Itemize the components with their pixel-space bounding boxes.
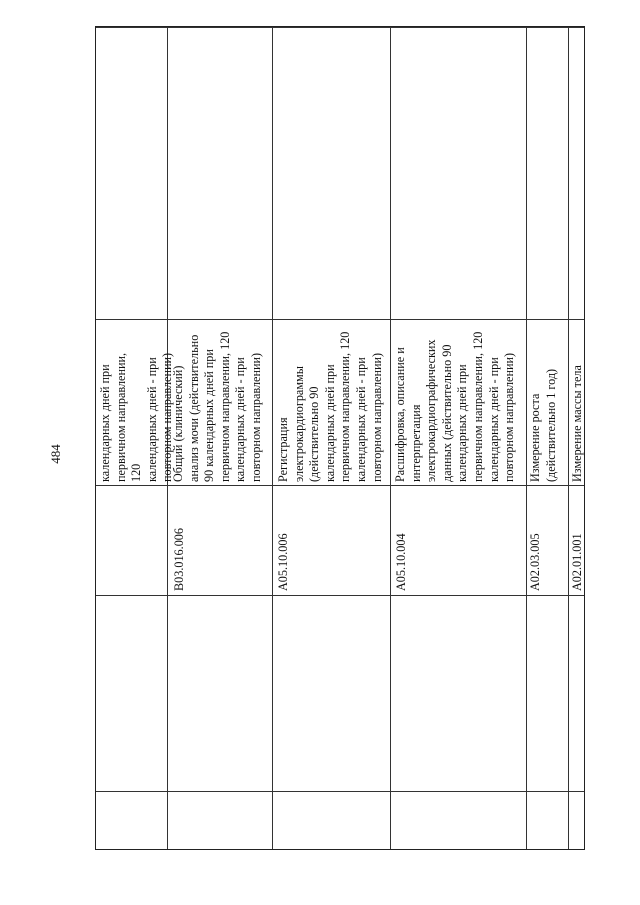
page-number: 484	[48, 444, 63, 464]
column-divider	[96, 319, 584, 320]
column-divider	[96, 27, 584, 28]
service-cell: Измерение массы тела	[570, 365, 584, 482]
column-divider	[96, 595, 584, 596]
code-cell: A05.10.004	[394, 533, 408, 591]
rotated-table	[95, 26, 585, 850]
row-divider	[568, 27, 569, 849]
column-divider	[96, 791, 584, 792]
column-divider	[96, 485, 584, 486]
row-divider	[526, 27, 527, 849]
row-divider	[390, 27, 391, 849]
service-cell: Расшифровка, описание и интерпретация электрокардиографических данных (действительно 90 календарных дней при первичном направлении, 120 календарных дней - при повторном направлении)	[393, 331, 517, 482]
service-cell: Регистрация электрокардиограммы (действительно 90 календарных дней при первичном направлении, 120 календарных дней - при повторном направлении)	[276, 331, 384, 482]
code-cell: A02.03.005	[528, 533, 542, 591]
service-cell: Измерение роста (действительно 1 год)	[528, 368, 558, 482]
service-cell: Общий (клинический) анализ мочи (действительно 90 календарных дней при первичном направлении, 120 календарных дней - при повторном направлении)	[171, 331, 263, 482]
service-cell: календарных дней при первичном направлении, 120 календарных дней - при повторном направлении)	[98, 352, 175, 482]
code-cell: B03.016.006	[172, 528, 186, 591]
row-divider	[272, 27, 273, 849]
code-cell: A02.01.001	[570, 533, 584, 591]
code-cell: A05.10.006	[276, 533, 290, 591]
